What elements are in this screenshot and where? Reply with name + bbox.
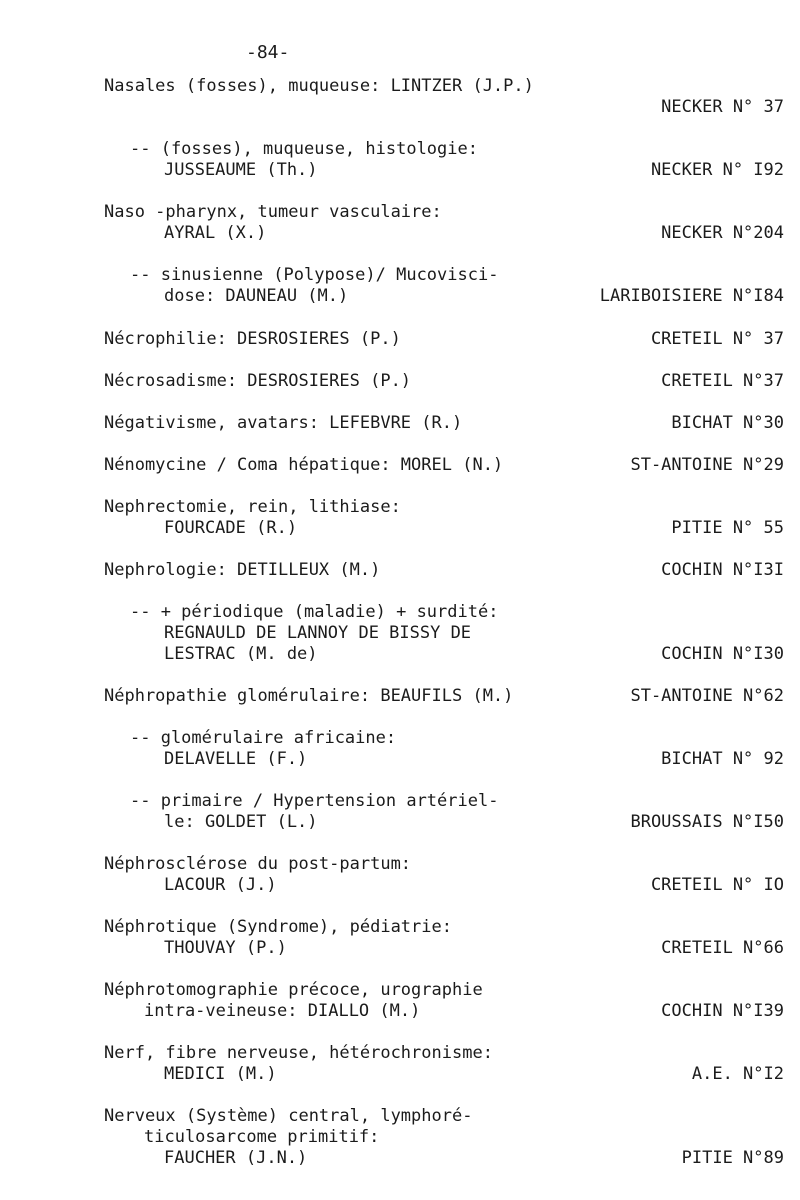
entry-text: Négativisme, avatars: LEFEBVRE (R.) (104, 413, 463, 433)
index-entry (104, 686, 784, 707)
entry-text: -- (fosses), muqueuse, histologie: (130, 139, 478, 159)
index-entry (104, 139, 784, 181)
index-entries (104, 76, 784, 1169)
entry-reference: A.E. N°I2 (691, 1064, 784, 1084)
entry-reference: NECKER N° I92 (650, 160, 784, 180)
entry-text: ticulosarcome primitif: (144, 1127, 380, 1147)
entry-reference: NECKER N° 37 (661, 97, 784, 117)
entry-text: Nephrologie: DETILLEUX (M.) (104, 560, 381, 580)
entry-reference: BICHAT N°30 (671, 413, 784, 433)
entry-reference: COCHIN N°I39 (661, 1001, 784, 1021)
entry-text: Nénomycine / Coma hépatique: MOREL (N.) (104, 455, 504, 475)
entry-text: -- sinusienne (Polypose)/ Mucovisci- (130, 265, 499, 285)
entry-reference: BROUSSAIS N°I50 (630, 812, 784, 832)
entry-text: Nerveux (Système) central, lymphoré- (104, 1106, 473, 1126)
entry-text: Nécrosadisme: DESROSIERES (P.) (104, 371, 412, 391)
index-entry (104, 1106, 784, 1169)
index-entry (104, 76, 784, 118)
index-entry (104, 371, 784, 392)
entry-text: Naso -pharynx, tumeur vasculaire: (104, 202, 442, 222)
entry-text: dose: DAUNEAU (M.) (164, 286, 349, 306)
entry-text: Néphropathie glomérulaire: BEAUFILS (M.) (104, 686, 514, 706)
entry-text: FOURCADE (R.) (164, 518, 298, 538)
entry-reference: PITIE N°89 (681, 1148, 784, 1168)
entry-reference: ST-ANTOINE N°29 (630, 455, 784, 475)
entry-text: le: GOLDET (L.) (164, 812, 318, 832)
entry-text: Nephrectomie, rein, lithiase: (104, 497, 401, 517)
index-entry (104, 1043, 784, 1085)
entry-reference: NECKER N°204 (661, 223, 784, 243)
entry-text: Nerf, fibre nerveuse, hétérochronisme: (104, 1043, 493, 1063)
entry-text: LACOUR (J.) (164, 875, 277, 895)
entry-reference: CRETEIL N° IO (650, 875, 784, 895)
index-entry (104, 980, 784, 1022)
entry-text: MEDICI (M.) (164, 1064, 277, 1084)
entry-reference: CRETEIL N° 37 (650, 329, 784, 349)
entry-text: Néphrotique (Syndrome), pédiatrie: (104, 917, 452, 937)
page-number: -84- (246, 42, 290, 63)
index-entry (104, 560, 784, 581)
index-entry (104, 791, 784, 833)
entry-reference: COCHIN N°I3I (661, 560, 784, 580)
entry-reference: LARIBOISIERE N°I84 (599, 286, 784, 306)
entry-reference: PITIE N° 55 (671, 518, 784, 538)
entry-text: AYRAL (X.) (164, 223, 267, 243)
index-entry (104, 329, 784, 350)
entry-text: FAUCHER (J.N.) (164, 1148, 308, 1168)
entry-reference: CRETEIL N°37 (661, 371, 784, 391)
index-entry (104, 202, 784, 244)
entry-text: DELAVELLE (F.) (164, 749, 308, 769)
entry-text: intra-veineuse: DIALLO (M.) (144, 1001, 421, 1021)
entry-reference: CRETEIL N°66 (661, 938, 784, 958)
index-entry (104, 413, 784, 434)
index-entry (104, 455, 784, 476)
entry-text: THOUVAY (P.) (164, 938, 287, 958)
entry-text: JUSSEAUME (Th.) (164, 160, 318, 180)
entry-reference: BICHAT N° 92 (661, 749, 784, 769)
index-entry (104, 265, 784, 307)
entry-text: -- glomérulaire africaine: (130, 728, 397, 748)
index-entry (104, 854, 784, 896)
entry-reference: COCHIN N°I30 (661, 644, 784, 664)
index-entry (104, 728, 784, 770)
entry-text: Nécrophilie: DESROSIERES (P.) (104, 329, 401, 349)
entry-text: Nasales (fosses), muqueuse: LINTZER (J.P.) (104, 76, 534, 96)
entry-text: LESTRAC (M. de) (164, 644, 318, 664)
entry-text: Néphrosclérose du post-partum: (104, 854, 412, 874)
entry-text: Néphrotomographie précoce, urographie (104, 980, 483, 1000)
entry-text: REGNAULD DE LANNOY DE BISSY DE (164, 623, 472, 643)
entry-text: -- primaire / Hypertension artériel- (130, 791, 499, 811)
index-entry (104, 497, 784, 539)
entry-text: -- + périodique (maladie) + surdité: (130, 602, 499, 622)
index-entry (104, 602, 784, 665)
index-entry (104, 917, 784, 959)
entry-reference: ST-ANTOINE N°62 (630, 686, 784, 706)
